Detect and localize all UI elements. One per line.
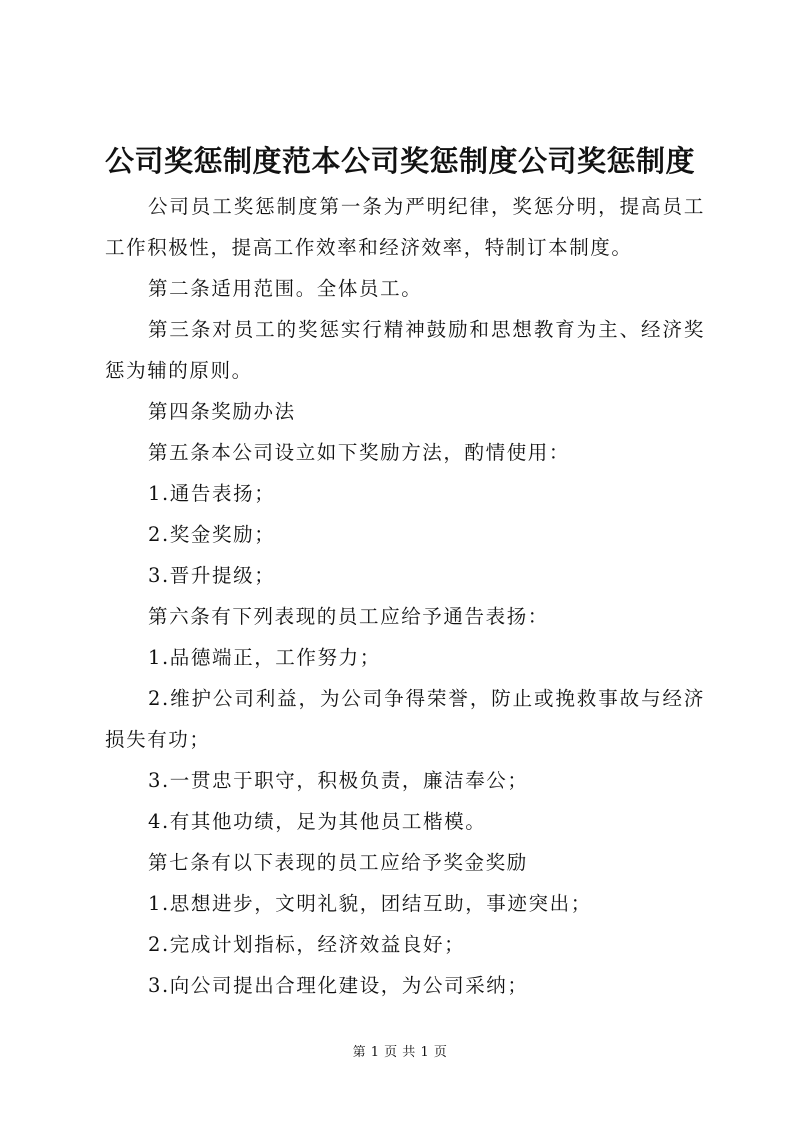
- document-body: [105, 186, 705, 1006]
- list-item: 1.思想进步，文明礼貌，团结互助，事迹突出；: [148, 892, 592, 915]
- paragraph-article-5: 第五条本公司设立如下奖励方法，酌情使用：: [148, 441, 571, 464]
- paragraph-article-6: 第六条有下列表现的员工应给予通告表扬：: [148, 605, 549, 628]
- list-item: 1.通告表扬；: [148, 482, 276, 505]
- paragraph-article-2: 第二条适用范围。全体员工。: [148, 277, 423, 300]
- page-footer: 第 1 页 共 1 页: [352, 1045, 448, 1060]
- list-item: 2.维护公司利益，为公司争得荣誉，防止或挽救事故与经济损失有功；: [105, 687, 705, 751]
- document-title: 公司奖惩制度范本公司奖惩制度公司奖惩制度: [104, 144, 695, 178]
- paragraph-article-4: 第四条奖励办法: [148, 400, 296, 423]
- list-item: 4.有其他功绩，足为其他员工楷模。: [148, 810, 487, 833]
- list-item: 3.晋升提级；: [148, 564, 276, 587]
- list-item: 2.完成计划指标，经济效益良好；: [148, 933, 466, 956]
- paragraph-intro: 公司员工奖惩制度第一条为严明纪律，奖惩分明，提高员工工作积极性，提高工作效率和经济效率，特制订本制度。: [105, 195, 705, 259]
- list-item: 2.奖金奖励；: [148, 523, 276, 546]
- paragraph-article-7: 第七条有以下表现的员工应给予奖金奖励: [148, 851, 528, 874]
- list-item: 1.品德端正，工作努力；: [148, 646, 381, 669]
- list-item: 3.向公司提出合理化建设，为公司采纳；: [148, 974, 529, 997]
- list-item: 3.一贯忠于职守，积极负责，廉洁奉公；: [148, 769, 529, 792]
- paragraph-article-3: 第三条对员工的奖惩实行精神鼓励和思想教育为主、经济奖惩为辅的原则。: [105, 318, 705, 382]
